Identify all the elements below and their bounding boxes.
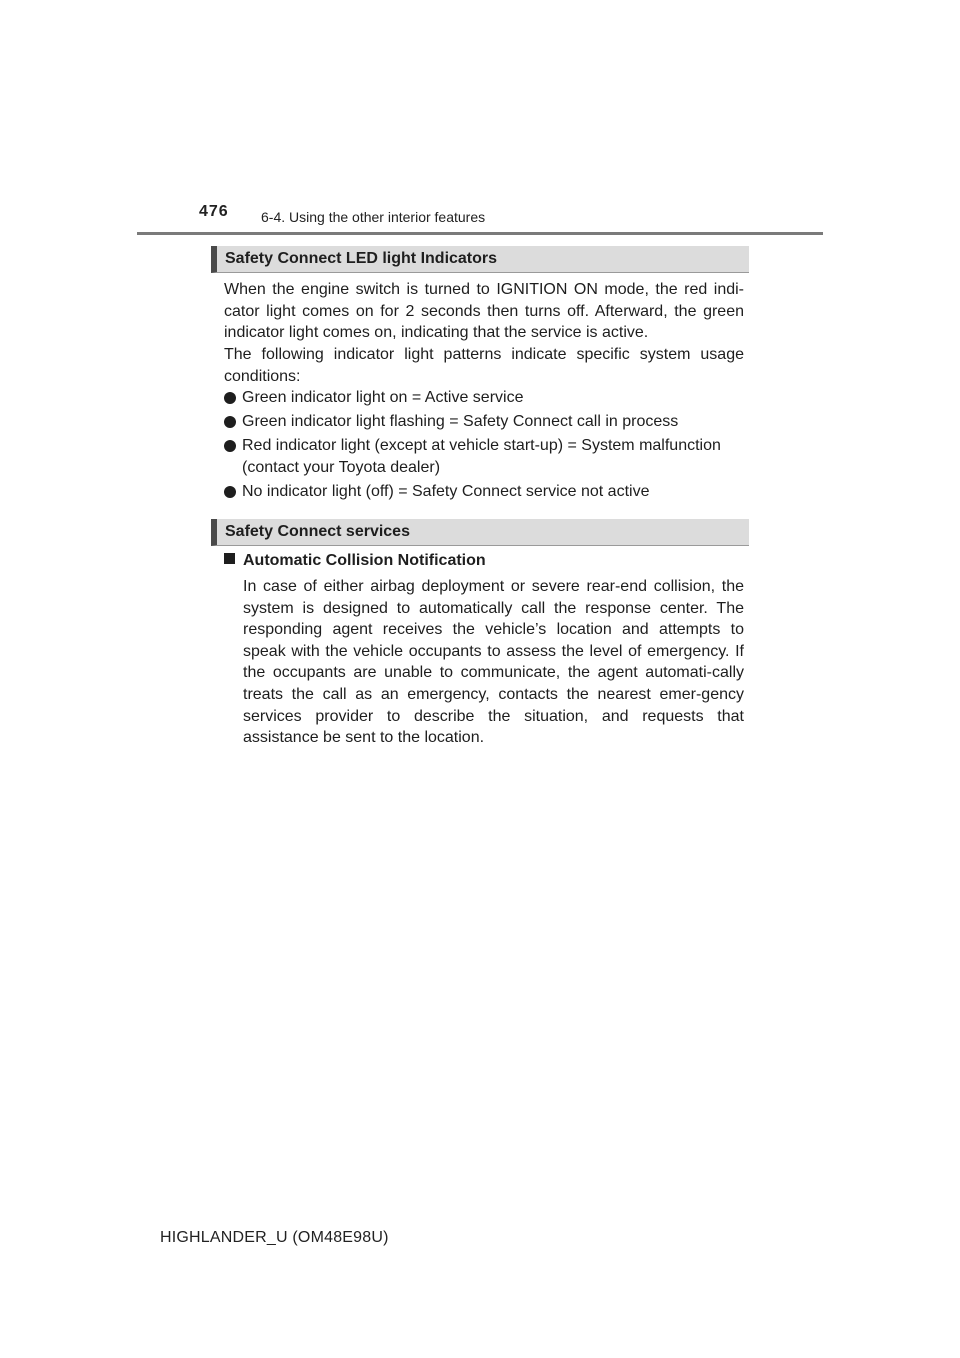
list-item [224, 481, 744, 503]
page-number: 476 [199, 203, 229, 220]
list-item-text: Red indicator light (except at vehicle start-up) = System malfunction (contact your Toyota dealer) [242, 436, 721, 476]
list-item [224, 435, 744, 478]
footer-manual-id: HIGHLANDER_U (OM48E98U) [160, 1229, 389, 1246]
list-item-text: No indicator light (off) = Safety Connect service not active [242, 482, 650, 500]
led-usage-paragraph: The following indicator light patterns indicate specific system usage conditions: [224, 346, 744, 385]
services-heading-text: Safety Connect services [225, 523, 410, 540]
list-item-text: Green indicator light flashing = Safety Connect call in process [242, 412, 679, 430]
led-indicators-heading [211, 246, 749, 273]
indicator-pattern-list [224, 387, 744, 505]
bullet-icon [224, 392, 236, 404]
services-heading [211, 519, 749, 546]
list-item [224, 411, 744, 433]
bullet-icon [224, 416, 236, 428]
list-item-text: Green indicator light on = Active service [242, 389, 524, 406]
bullet-icon [224, 486, 236, 498]
led-indicators-heading-text: Safety Connect LED light Indicators [225, 250, 498, 267]
collision-body: In case of either airbag deployment or severe rear-end collision, the system is designed to automatically call the response center. The responding agent receives the vehicle’s location and attempts to speak with the vehicle occupants to assess the level of emergency. If the occupants are unable to communicate, the agent automati-cally treats the call as an emergency, contacts the nearest emer-gency services provider to describe the situation, and requests that assistance be sent to the location. [243, 578, 744, 747]
bullet-icon [224, 440, 236, 452]
collision-subheading-text: Automatic Collision Notification [243, 552, 486, 569]
led-intro-paragraph: When the engine switch is turned to IGNITION ON mode, the red indi-cator light comes on for 2 seconds then turns off. Afterward, the green indicator light comes on, indicating that the service is active. [224, 281, 744, 342]
list-item [224, 387, 744, 409]
collision-subheading [224, 550, 486, 572]
square-bullet-icon [224, 553, 235, 564]
section-title: 6-4. Using the other interior features [261, 209, 486, 225]
header-rule [137, 232, 823, 235]
